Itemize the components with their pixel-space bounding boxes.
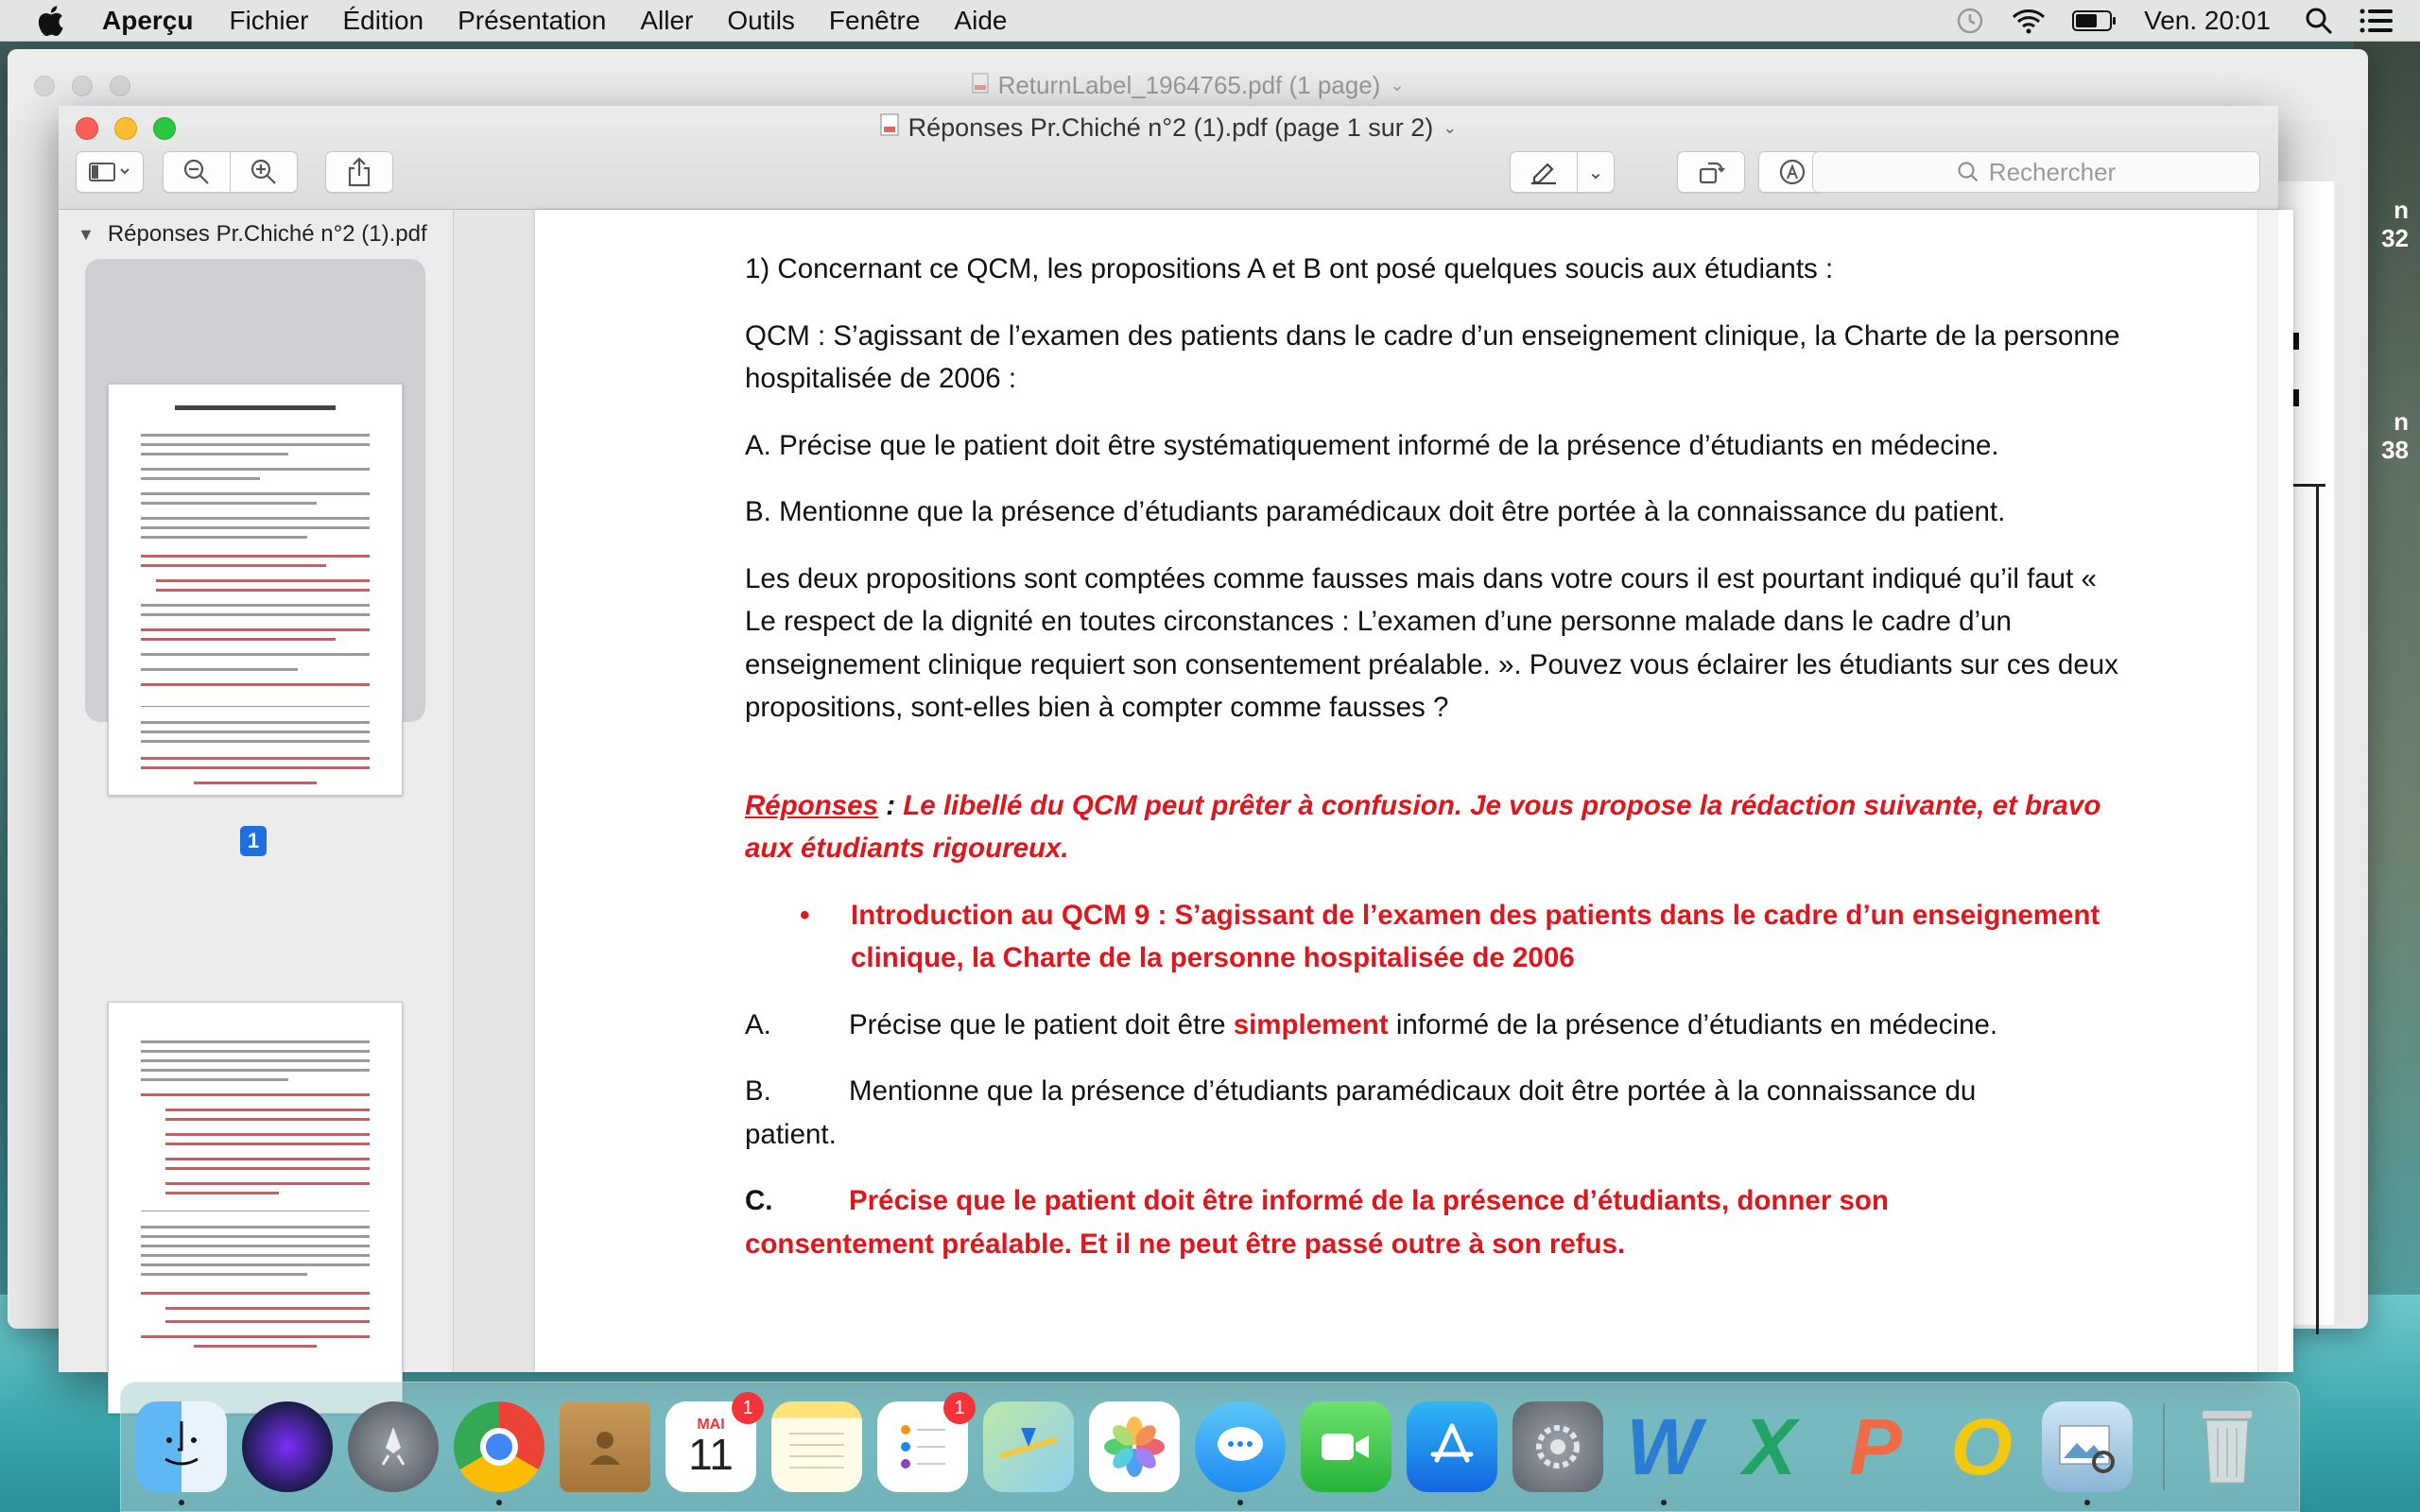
pdf-file-icon <box>972 71 989 100</box>
excel-icon[interactable]: X <box>1742 1401 1797 1491</box>
revised-option-c <box>745 1179 2135 1265</box>
edge-text-3: n <box>2394 407 2409 436</box>
outlook-icon[interactable]: O <box>1950 1401 2013 1491</box>
page-text <box>745 248 2135 1289</box>
window-title-text: Réponses Pr.Chiché n°2 (1).pdf (page 1 sur 2) <box>908 113 1434 142</box>
messages-running-indicator <box>1237 1500 1243 1505</box>
answer-text: Le libellé du QCM peut prêter à confusion. Je vous propose la rédaction suivante, et bravo aux étudiants rigoureux. <box>745 789 2101 864</box>
reminders-icon[interactable] <box>877 1397 968 1492</box>
option-a-text-end: informé de la présence d’étudiants en médecine. <box>1388 1008 1998 1040</box>
chevron-down-icon: ⌄ <box>1443 118 1458 137</box>
search-placeholder: Rechercher <box>1988 157 2117 186</box>
bullet-introduction <box>800 894 2135 980</box>
highlighter-icon <box>1529 159 1559 185</box>
launchpad-icon[interactable] <box>348 1401 439 1492</box>
thumbnail-page-1-label: 1 <box>240 826 267 856</box>
pdf-page <box>535 210 2293 1372</box>
sidebar-icon <box>89 162 130 182</box>
sidebar-file-name: Réponses Pr.Chiché n°2 (1).pdf <box>107 221 427 247</box>
option-b-text-end: patient. <box>745 1118 837 1150</box>
background-window-title: ReturnLabel_1964765.pdf (1 page) <box>997 70 1381 99</box>
vertical-scrollbar[interactable] <box>2257 210 2278 1372</box>
window-title[interactable] <box>59 113 2278 143</box>
original-option-b: B. Mentionne que la présence d’étudiants paramédicaux doit être portée à la connaissance du patient. <box>745 496 2006 527</box>
answer-colon: : <box>878 789 904 821</box>
pdf-file-icon <box>880 113 899 143</box>
highlight-options-button[interactable] <box>1577 151 1615 193</box>
menu-clock[interactable]: Ven. 20:01 <box>2144 6 2271 35</box>
calendar-day: 11 <box>688 1430 734 1479</box>
menu-extras <box>1955 0 2420 42</box>
calendar-icon[interactable] <box>666 1397 756 1492</box>
option-letter: C. <box>745 1185 773 1216</box>
edge-text-4: 38 <box>2381 436 2409 464</box>
zoom-in-button[interactable] <box>230 151 298 193</box>
revised-option-a <box>745 1004 2135 1047</box>
preview-app-icon[interactable] <box>2042 1401 2133 1492</box>
notes-icon[interactable] <box>771 1401 862 1492</box>
finder-icon[interactable] <box>136 1401 227 1492</box>
preview-running-indicator <box>2084 1500 2090 1505</box>
markup-highlight-button[interactable] <box>1510 151 1578 193</box>
menu-edition[interactable]: Édition <box>342 5 424 35</box>
photos-icon[interactable] <box>1089 1401 1180 1492</box>
word-icon[interactable]: W <box>1626 1401 1702 1491</box>
maps-icon[interactable] <box>983 1401 1074 1492</box>
menu-aide[interactable]: Aide <box>954 5 1008 35</box>
option-a-text: Précise que le patient doit être <box>849 1008 1234 1040</box>
qcm-statement: QCM : S’agissant de l’examen des patients dans le cadre d’un enseignement clinique, la Charte de la personne hospitalisée de 2006 : <box>745 319 2120 394</box>
option-letter: B. <box>745 1075 771 1107</box>
reminders-badge: 1 <box>943 1392 976 1424</box>
option-c-text: Précise que le patient doit être informé de la présence d’étudiants, donner son <box>849 1185 1889 1216</box>
thumbnail-page-2[interactable] <box>108 1002 403 1414</box>
word-running-indicator <box>1661 1500 1667 1505</box>
window-titlebar[interactable] <box>59 106 2278 210</box>
option-a-highlight: simplement <box>1233 1008 1389 1040</box>
share-button[interactable] <box>325 151 393 193</box>
menu-bar <box>0 0 2420 42</box>
sidebar-file-row[interactable] <box>59 210 453 259</box>
zoom-out-button[interactable] <box>163 151 231 193</box>
option-b-text: Mentionne que la présence d’étudiants paramédicaux doit être portée à la connaissance du <box>849 1075 1977 1107</box>
edge-text-1: n <box>2394 196 2409 224</box>
edge-text-2: 32 <box>2381 224 2409 252</box>
calendar-month: MAI <box>697 1417 725 1433</box>
sidebar-toggle-button[interactable] <box>76 151 144 193</box>
menu-presentation[interactable]: Présentation <box>458 5 607 35</box>
contacts-icon[interactable] <box>560 1401 650 1492</box>
introduction-text: Introduction au QCM 9 : S’agissant de l’examen des patients dans le cadre d’un enseignement clinique, la Charte de la personne hospitalisée de 2006 <box>851 899 2100 973</box>
thumbnail-sidebar[interactable] <box>59 210 454 1372</box>
preview-window[interactable] <box>59 106 2278 1372</box>
app-store-icon[interactable] <box>1407 1401 1497 1492</box>
document-view[interactable] <box>454 210 2278 1372</box>
chevron-down-icon: ⌄ <box>1587 162 1604 183</box>
wifi-icon[interactable] <box>2012 8 2046 34</box>
apple-icon[interactable] <box>36 5 74 37</box>
search-field[interactable] <box>1812 151 2260 193</box>
spotlight-icon[interactable] <box>2305 7 2333 35</box>
answer-paragraph <box>745 784 2135 870</box>
rotate-button[interactable] <box>1677 151 1745 193</box>
option-letter: A. <box>745 1008 771 1040</box>
powerpoint-icon[interactable]: P <box>1848 1401 1903 1491</box>
zoom-in-icon <box>250 158 278 186</box>
time-machine-icon[interactable] <box>1955 6 1985 36</box>
dock <box>120 1382 2300 1512</box>
battery-icon[interactable] <box>2072 9 2118 32</box>
option-c-text-end: consentement préalable. Et il ne peut être passé outre à son refus. <box>745 1228 1626 1260</box>
menu-fenetre[interactable]: Fenêtre <box>828 5 921 35</box>
rotate-icon <box>1697 158 1725 186</box>
search-icon <box>1957 161 1979 183</box>
disclosure-triangle-icon[interactable]: ▼ <box>78 224 95 244</box>
student-question-paragraph: Les deux propositions sont comptées comme fausses mais dans votre cours il est pourtant indiqué qu’il faut « Le respect de la dignité en toutes circonstances : L’examen d’une personne malade dans le cadre d’un enseignement clinique requiert son consentement préalable. ». Pouvez vous éclairer les étudiants sur ces deux propositions, sont-elles bien à compter comme fausses ? <box>745 562 2118 723</box>
toolbar <box>59 151 2278 202</box>
pen-circle-icon <box>1778 158 1806 186</box>
dock-separator <box>2163 1403 2165 1490</box>
menu-outils[interactable]: Outils <box>727 5 795 35</box>
calendar-badge: 1 <box>732 1392 764 1424</box>
share-icon <box>347 157 372 187</box>
messages-icon[interactable] <box>1195 1401 1286 1492</box>
facetime-icon[interactable] <box>1301 1401 1392 1492</box>
bullet-icon: • <box>800 899 810 931</box>
finder-running-indicator <box>179 1500 184 1505</box>
chrome-icon[interactable] <box>454 1401 544 1492</box>
trash-icon[interactable] <box>2182 1401 2273 1492</box>
zoom-out-icon <box>182 158 211 186</box>
chevron-down-icon: ⌄ <box>1390 75 1405 94</box>
thumbnail-page-1[interactable] <box>108 384 403 796</box>
menu-app-name[interactable]: Aperçu <box>102 5 194 35</box>
background-window-controls <box>34 76 130 96</box>
revised-option-b <box>745 1070 2135 1156</box>
system-preferences-icon[interactable] <box>1512 1401 1603 1492</box>
menu-aller[interactable]: Aller <box>640 5 694 35</box>
notification-center-icon[interactable] <box>2360 8 2394 34</box>
question-intro: 1) Concernant ce QCM, les propositions A et B ont posé quelques soucis aux étudiants : <box>745 253 1834 284</box>
chrome-running-indicator <box>496 1500 502 1505</box>
answer-label: Réponses <box>745 789 878 821</box>
menu-fichier[interactable]: Fichier <box>229 5 309 35</box>
original-option-a: A. Précise que le patient doit être systématiquement informé de la présence d’étudiants en médecine. <box>745 429 1999 461</box>
siri-icon[interactable] <box>242 1401 333 1492</box>
